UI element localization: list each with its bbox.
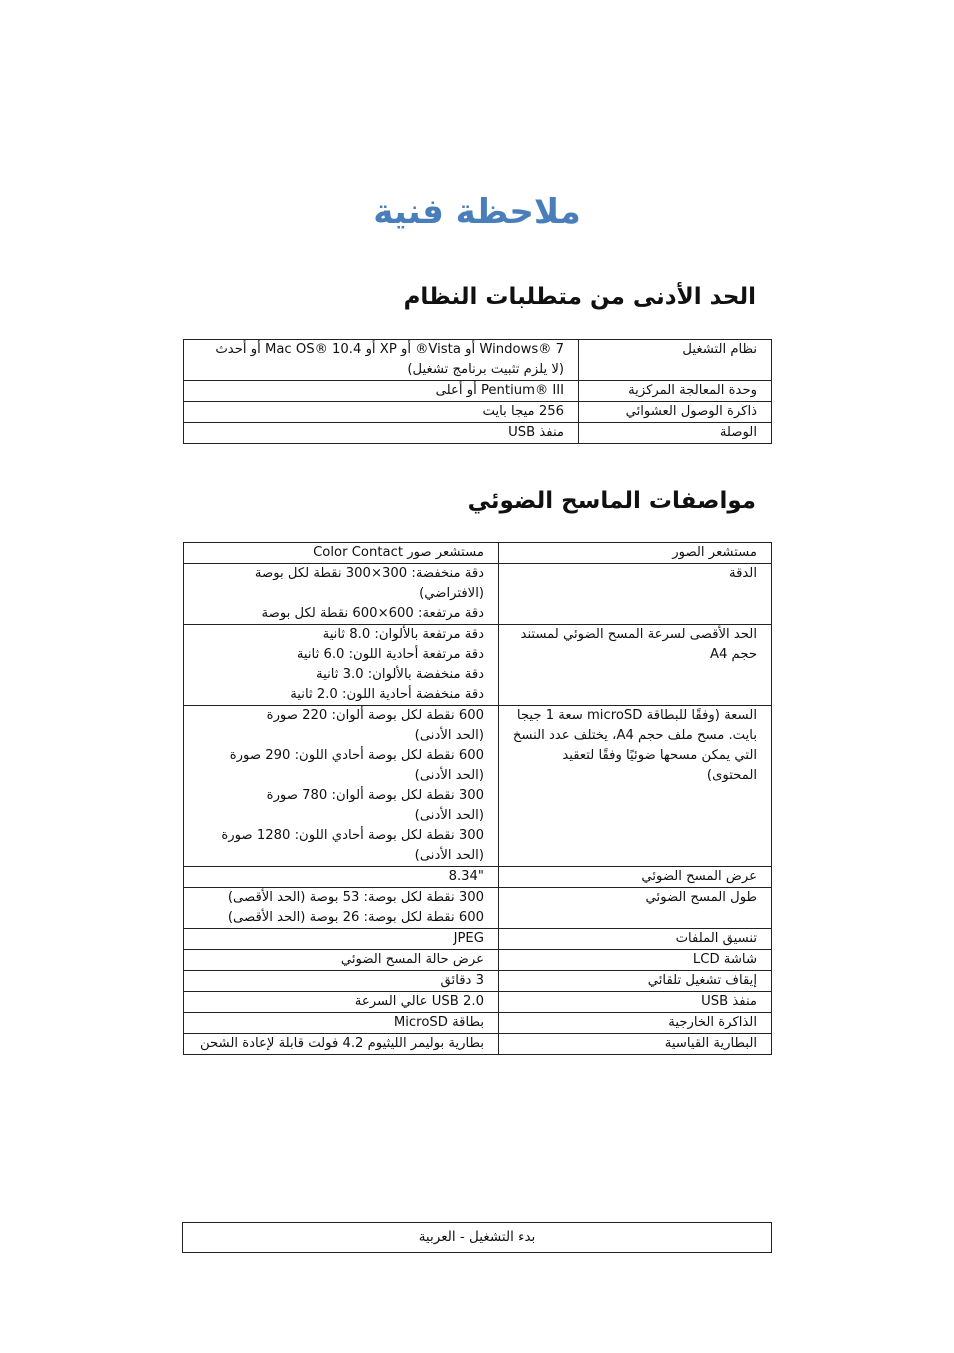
spec-value: JPEG [184, 929, 499, 950]
value-line: (لا يلزم تثبيت برنامج تشغيل) [407, 362, 564, 377]
table-row [184, 564, 772, 625]
table-row [184, 971, 772, 992]
spec-value: مستشعر صور Color Contact [184, 543, 499, 564]
specs-heading: مواصفات الماسح الضوئي [467, 488, 756, 514]
table-row [184, 402, 772, 423]
table-row [184, 1034, 772, 1055]
table-row [184, 867, 772, 888]
spec-label: الدقة [499, 564, 772, 625]
requirement-label-ram: ذاكرة الوصول العشوائي [579, 402, 772, 423]
requirement-label-cpu: وحدة المعالجة المركزية [579, 381, 772, 402]
spec-value: بطاقة MicroSD [184, 1013, 499, 1034]
table-row [184, 1013, 772, 1034]
spec-label: مستشعر الصور [499, 543, 772, 564]
spec-value: 3 دقائق [184, 971, 499, 992]
spec-label: الذاكرة الخارجية [499, 1013, 772, 1034]
spec-label: السعة (وفقًا للبطاقة microSD سعة 1 جيجا بايت. مسح ملف حجم A4، يختلف عدد النسخ التي يمكن مسحها ضوئيًا وفقًا لتعقيد المحتوى) [499, 706, 772, 867]
requirement-label-interface: الوصلة [579, 423, 772, 444]
spec-label: البطارية القياسية [499, 1034, 772, 1055]
page-footer: بدء التشغيل - العربية [182, 1222, 772, 1253]
spec-value: عرض حالة المسح الضوئي [184, 950, 499, 971]
spec-label: الحد الأقصى لسرعة المسح الضوئي لمستند حجم A4 [499, 625, 772, 706]
spec-value: دقة منخفضة: 300×300 نقطة لكل بوصة (الافتراضي) دقة مرتفعة: 600×600 نقطة لكل بوصة [184, 564, 499, 625]
spec-value: 300 نقطة لكل بوصة: 53 بوصة (الحد الأقصى) 600 نقطة لكل بوصة: 26 بوصة (الحد الأقصى) [184, 888, 499, 929]
table-row [184, 381, 772, 402]
specs-table [183, 542, 772, 1055]
table-row [184, 992, 772, 1013]
page-title: ملاحظة فنية [373, 192, 581, 232]
requirement-value-ram: 256 ميجا بايت [184, 402, 579, 423]
requirement-value-cpu: Pentium® III أو أعلى [184, 381, 579, 402]
spec-label: منفذ USB [499, 992, 772, 1013]
spec-label: عرض المسح الضوئي [499, 867, 772, 888]
table-row [184, 706, 772, 867]
table-row [184, 543, 772, 564]
requirements-table [183, 339, 772, 444]
value-line: Windows® 7 أو Vista® أو XP أو Mac OS® 10.4 أو أحدث [215, 342, 564, 357]
requirements-heading: الحد الأدنى من متطلبات النظام [403, 284, 756, 310]
spec-label: طول المسح الضوئي [499, 888, 772, 929]
spec-value: 600 نقطة لكل بوصة ألوان: 220 صورة (الحد الأدنى) 600 نقطة لكل بوصة أحادي اللون: 290 صورة (الحد الأدنى) 300 نقطة لكل بوصة ألوان: 780 صورة (الحد الأدنى) 300 نقطة لكل بوصة أحادي اللون: 1280 صورة (الحد الأدنى) [184, 706, 499, 867]
spec-value: USB 2.0 عالي السرعة [184, 992, 499, 1013]
requirement-value-os [184, 340, 579, 381]
spec-label: إيقاف تشغيل تلقائي [499, 971, 772, 992]
table-row [184, 888, 772, 929]
spec-value: دقة مرتفعة بالألوان: 8.0 ثانية دقة مرتفعة أحادية اللون: 6.0 ثانية دقة منخفضة بالألوان: 3.0 ثانية دقة منخفضة أحادية اللون: 2.0 ثانية [184, 625, 499, 706]
requirement-value-interface: منفذ USB [184, 423, 579, 444]
table-row [184, 423, 772, 444]
spec-value: 8.34" [184, 867, 499, 888]
spec-label: تنسيق الملفات [499, 929, 772, 950]
table-row [184, 929, 772, 950]
requirement-label-os: نظام التشغيل [579, 340, 772, 381]
table-row [184, 950, 772, 971]
spec-label: شاشة LCD [499, 950, 772, 971]
spec-value: بطارية بوليمر الليثيوم 4.2 فولت قابلة لإعادة الشحن [184, 1034, 499, 1055]
table-row [184, 340, 772, 381]
table-row [184, 625, 772, 706]
